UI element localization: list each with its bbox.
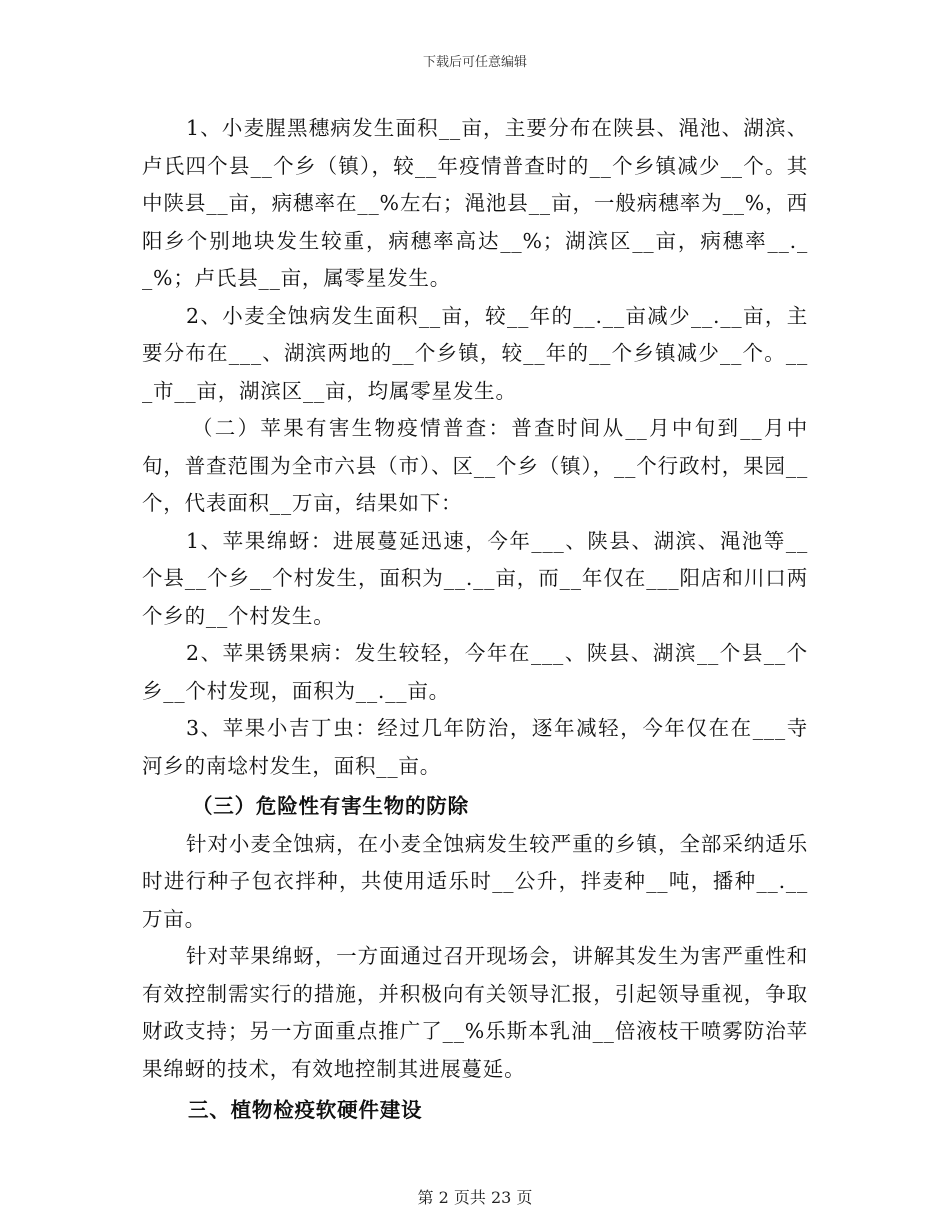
document-body — [142, 110, 808, 1130]
paragraph-apple-rust: 2、苹果锈果病：发生较轻，今年在___、陕县、湖滨__个县__个乡__个村发现，面积为__.__亩。 — [142, 641, 808, 703]
section-heading-quarantine: 三、植物检疫软硬件建设 — [188, 1098, 423, 1122]
page-header: 下载后可任意编辑 — [422, 55, 527, 70]
paragraph-woolly-aphid: 1、苹果绵蚜：进展蔓延迅速，今年___、陕县、湖滨、渑池等__个县__个乡__个村发生，面积为__.__亩，而__年仅在___阳店和川口两个乡的__个村发生。 — [142, 528, 808, 628]
paragraph-apple-buprestid: 3、苹果小吉丁虫：经过几年防治，逐年减轻，今年仅在在___寺河乡的南埝村发生，面积__亩。 — [142, 716, 808, 778]
page-footer: 第 2 页共 23 页 — [417, 1188, 533, 1207]
paragraph-take-all-control: 针对小麦全蚀病，在小麦全蚀病发生较严重的乡镇，全部采纳适乐时进行种子包衣拌种，共使用适乐时__公升，拌麦种__吨，播种__.__万亩。 — [142, 831, 808, 931]
paragraph-aphid-control: 针对苹果绵蚜，一方面通过召开现场会，讲解其发生为害严重性和有效控制需实行的措施，并积极向有关领导汇报，引起领导重视，争取财政支持；另一方面重点推广了__%乐斯本乳油__倍液枝干喷雾防治苹果绵蚜的技术，有效地控制其进展蔓延。 — [142, 944, 808, 1081]
section-heading-pest-control: （三）危险性有害生物的防除 — [192, 794, 469, 818]
paragraph-wheat-bunt: 1、小麦腥黑穗病发生面积__亩，主要分布在陕县、渑池、湖滨、卢氏四个县__个乡（镇），较__年疫情普查时的__个乡镇减少__个。其中陕县__亩，病穗率在__%左右；渑池县__亩，一般病穗率为__%，西阳乡个别地块发生较重，病穗率高达__%；湖滨区__亩，病穗率__._ _%；卢氏县__亩，属零星发生。 — [142, 116, 808, 290]
paragraph-wheat-take-all: 2、小麦全蚀病发生面积__亩，较__年的__.__亩减少__.__亩，主要分布在___、湖滨两地的__个乡镇，较__年的__个乡镇减少__个。__ _市__亩，湖滨区__亩，均属零星发生。 — [142, 303, 808, 403]
paragraph-apple-survey: （二）苹果有害生物疫情普查：普查时间从__月中旬到__月中旬，普查范围为全市六县（市）、区__个乡（镇），__个行政村，果园__个，代表面积__万亩，结果如下： — [142, 416, 808, 515]
